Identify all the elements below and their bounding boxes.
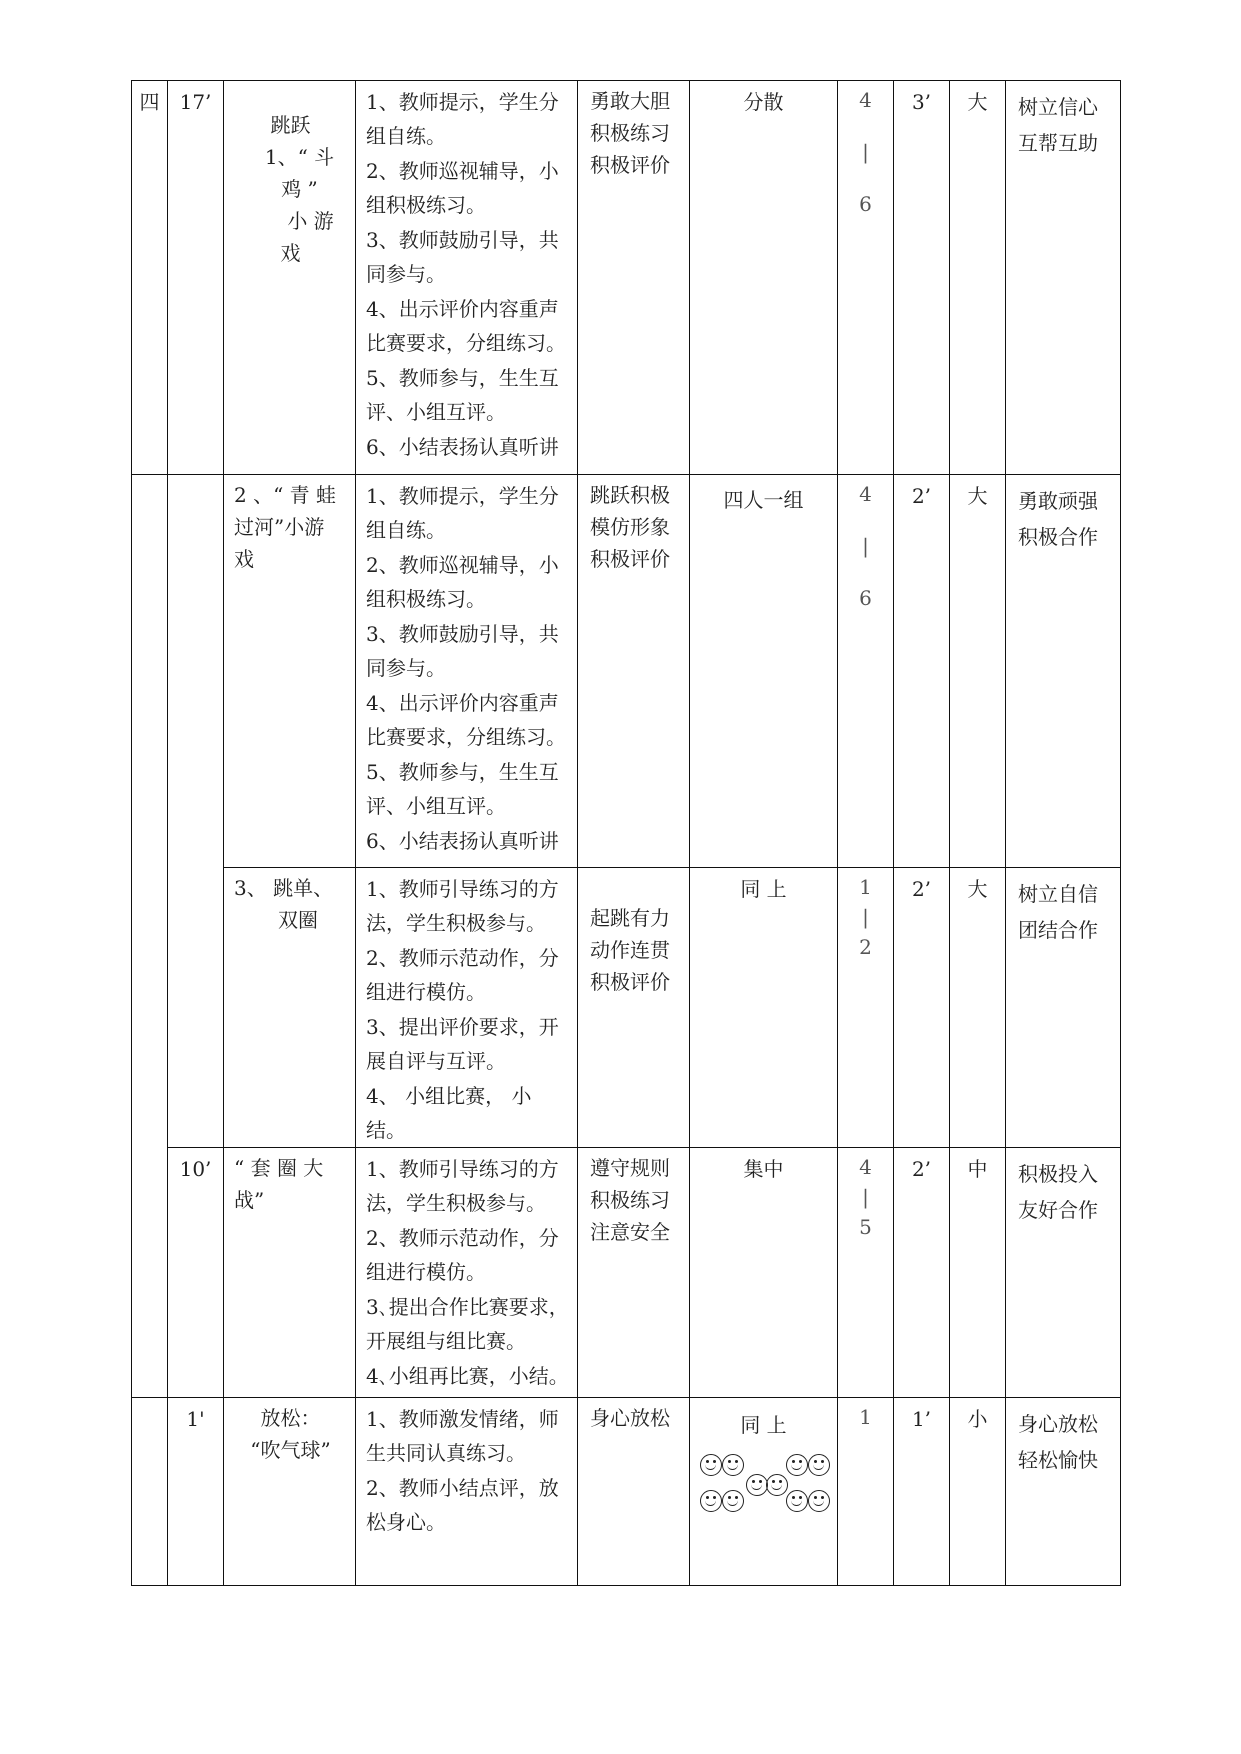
content-cell bbox=[224, 1398, 356, 1586]
step-item: 1、教师引导练习的方法，学生积极参与。 bbox=[366, 877, 559, 935]
step-item: 2、教师巡视辅导，小组积极练习。 bbox=[366, 159, 559, 217]
smiley-face-icon bbox=[808, 1490, 830, 1512]
count-value: 5 bbox=[859, 1215, 872, 1239]
goal-item: 身心放松 bbox=[1018, 1412, 1098, 1436]
goal-item: 轻松愉快 bbox=[1018, 1448, 1098, 1472]
smiley-face-icon bbox=[700, 1490, 722, 1512]
count-value: 6 bbox=[859, 192, 872, 216]
step-item: 6、小结表扬认真听讲 bbox=[366, 435, 559, 459]
requirements-cell bbox=[578, 81, 690, 475]
count-separator: | bbox=[862, 1185, 869, 1209]
smiley-face-icon bbox=[786, 1454, 808, 1476]
step-item: 1、教师提示，学生分组自练。 bbox=[366, 90, 559, 148]
goal-item: 树立自信 bbox=[1018, 882, 1098, 906]
time-cell: 17’ bbox=[168, 81, 224, 475]
requirement-item: 积极评价 bbox=[590, 547, 670, 571]
duration-cell: 2’ bbox=[894, 1148, 950, 1398]
count-value: 4 bbox=[859, 482, 872, 506]
step-item: 4、出示评价内容重声比赛要求，分组练习。 bbox=[366, 297, 566, 355]
content-line: “吹气球” bbox=[250, 1438, 331, 1462]
goals-cell bbox=[1006, 868, 1121, 1148]
intensity-cell: 大 bbox=[950, 868, 1006, 1148]
step-item: 2、教师巡视辅导，小组积极练习。 bbox=[366, 553, 559, 611]
teaching-steps-cell bbox=[356, 81, 578, 475]
count-separator: | bbox=[862, 534, 869, 558]
organization-cell: 集中 bbox=[690, 1148, 838, 1398]
requirement-item: 积极练习 bbox=[590, 121, 670, 145]
table-row bbox=[132, 868, 1121, 1148]
intensity-cell: 大 bbox=[950, 475, 1006, 868]
count-value: 1 bbox=[859, 875, 872, 899]
step-item: 4、 小组比赛， 小结。 bbox=[366, 1084, 532, 1142]
goals-cell bbox=[1006, 81, 1121, 475]
step-item: 3、教师鼓励引导，共同参与。 bbox=[366, 228, 559, 286]
section-cell bbox=[132, 1398, 168, 1586]
content-line: 双圈 bbox=[278, 908, 318, 932]
step-item: 2、教师小结点评，放松身心。 bbox=[366, 1476, 559, 1534]
count-value: 6 bbox=[859, 586, 872, 610]
content-cell bbox=[224, 868, 356, 1148]
table-row bbox=[132, 81, 1121, 475]
requirement-item: 动作连贯 bbox=[590, 938, 670, 962]
requirement-item: 跳跃积极 bbox=[590, 483, 670, 507]
count-value: 4 bbox=[859, 1155, 872, 1179]
goals-cell bbox=[1006, 1398, 1121, 1586]
count-value: 1 bbox=[859, 1405, 872, 1429]
requirements-cell bbox=[578, 868, 690, 1148]
step-item: 4､小组再比赛，小结。 bbox=[366, 1364, 569, 1388]
teaching-steps-cell bbox=[356, 1398, 578, 1586]
time-cell bbox=[168, 475, 224, 1148]
teaching-steps-cell bbox=[356, 1148, 578, 1398]
step-item: 1、教师提示，学生分组自练。 bbox=[366, 484, 559, 542]
smiley-face-icon bbox=[808, 1454, 830, 1476]
content-line: 小 游 bbox=[287, 209, 334, 233]
requirement-item: 身心放松 bbox=[590, 1406, 670, 1430]
smiley-face-icon bbox=[766, 1474, 788, 1496]
formation-diagram bbox=[690, 1450, 837, 1530]
content-line: 跳跃 bbox=[270, 113, 311, 137]
requirement-item: 遵守规则 bbox=[590, 1156, 670, 1180]
requirements-cell bbox=[578, 1398, 690, 1586]
time-cell: 1' bbox=[168, 1398, 224, 1586]
section-cell: 四 bbox=[132, 81, 168, 475]
step-item: 4、出示评价内容重声比赛要求，分组练习。 bbox=[366, 691, 566, 749]
section-cell bbox=[132, 475, 168, 1398]
step-item: 3、教师鼓励引导，共同参与。 bbox=[366, 622, 559, 680]
smiley-face-icon bbox=[786, 1490, 808, 1512]
requirements-cell bbox=[578, 1148, 690, 1398]
organization-label: 同 上 bbox=[740, 1413, 787, 1437]
goals-cell bbox=[1006, 1148, 1121, 1398]
step-item: 2、教师示范动作，分组进行模仿。 bbox=[366, 946, 559, 1004]
step-item: 5、教师参与，生生互评、小组互评。 bbox=[366, 366, 559, 424]
count-value: 2 bbox=[859, 935, 872, 959]
step-item: 1、教师引导练习的方法，学生积极参与。 bbox=[366, 1157, 559, 1215]
goal-item: 积极合作 bbox=[1018, 525, 1098, 549]
goal-item: 团结合作 bbox=[1018, 918, 1098, 942]
goal-item: 互帮互助 bbox=[1018, 131, 1098, 155]
step-item: 5、教师参与，生生互评、小组互评。 bbox=[366, 760, 559, 818]
content-line: 3、 跳单、 bbox=[234, 876, 334, 900]
teaching-steps-cell bbox=[356, 475, 578, 868]
duration-cell: 1’ bbox=[894, 1398, 950, 1586]
step-item: 3､提出合作比赛要求，开展组与组比赛。 bbox=[366, 1295, 569, 1353]
duration-cell: 2’ bbox=[894, 868, 950, 1148]
content-line: “ 套 圈 大 bbox=[234, 1156, 324, 1180]
goal-item: 树立信心 bbox=[1018, 95, 1098, 119]
teaching-steps-cell bbox=[356, 868, 578, 1148]
content-line: 1、“ 斗 bbox=[264, 145, 335, 169]
goal-item: 勇敢顽强 bbox=[1018, 489, 1098, 513]
requirement-item: 积极练习 bbox=[590, 1188, 670, 1212]
content-line: 过河”小游 bbox=[234, 515, 325, 539]
content-line: 放松： bbox=[260, 1406, 321, 1430]
step-item: 6、小结表扬认真听讲 bbox=[366, 829, 559, 853]
content-line: 2 、“ 青 蛙 bbox=[234, 483, 337, 507]
smiley-face-icon bbox=[722, 1454, 744, 1476]
goal-item: 积极投入 bbox=[1018, 1162, 1098, 1186]
step-item: 3、提出评价要求，开展自评与互评。 bbox=[366, 1015, 559, 1073]
organization-cell: 分散 bbox=[690, 81, 838, 475]
organization-cell: 四人一组 bbox=[690, 475, 838, 868]
goal-item: 友好合作 bbox=[1018, 1198, 1098, 1222]
organization-cell: 同 上 bbox=[690, 868, 838, 1148]
intensity-cell: 中 bbox=[950, 1148, 1006, 1398]
duration-cell: 2’ bbox=[894, 475, 950, 868]
count-cell bbox=[838, 81, 894, 475]
time-cell: 10’ bbox=[168, 1148, 224, 1398]
count-cell bbox=[838, 475, 894, 868]
lesson-plan-table bbox=[131, 80, 1121, 1586]
table-row bbox=[132, 1148, 1121, 1398]
content-line: 鸡 ” bbox=[281, 177, 318, 201]
count-value: 4 bbox=[859, 88, 872, 112]
requirement-item: 起跳有力 bbox=[590, 906, 670, 930]
count-cell bbox=[838, 1398, 894, 1586]
table-row bbox=[132, 475, 1121, 868]
intensity-cell: 小 bbox=[950, 1398, 1006, 1586]
duration-cell: 3’ bbox=[894, 81, 950, 475]
content-cell bbox=[224, 475, 356, 868]
goals-cell bbox=[1006, 475, 1121, 868]
content-line: 战” bbox=[234, 1188, 265, 1212]
content-cell bbox=[224, 1148, 356, 1398]
step-item: 2、教师示范动作，分组进行模仿。 bbox=[366, 1226, 559, 1284]
organization-cell bbox=[690, 1398, 838, 1586]
content-line: 戏 bbox=[234, 547, 254, 571]
requirement-item: 注意安全 bbox=[590, 1220, 670, 1244]
count-cell bbox=[838, 1148, 894, 1398]
content-cell bbox=[224, 81, 356, 475]
requirement-item: 积极评价 bbox=[590, 970, 670, 994]
count-separator: | bbox=[862, 905, 869, 929]
smiley-face-icon bbox=[722, 1490, 744, 1512]
requirements-cell bbox=[578, 475, 690, 868]
intensity-cell: 大 bbox=[950, 81, 1006, 475]
requirement-item: 模仿形象 bbox=[590, 515, 670, 539]
count-cell bbox=[838, 868, 894, 1148]
table-row bbox=[132, 1398, 1121, 1586]
requirement-item: 积极评价 bbox=[590, 153, 670, 177]
count-separator: | bbox=[862, 140, 869, 164]
smiley-face-icon bbox=[746, 1474, 768, 1496]
step-item: 1、教师激发情绪，师生共同认真练习。 bbox=[366, 1407, 559, 1465]
requirement-item: 勇敢大胆 bbox=[590, 89, 670, 113]
content-line: 戏 bbox=[280, 241, 301, 265]
smiley-face-icon bbox=[700, 1454, 722, 1476]
